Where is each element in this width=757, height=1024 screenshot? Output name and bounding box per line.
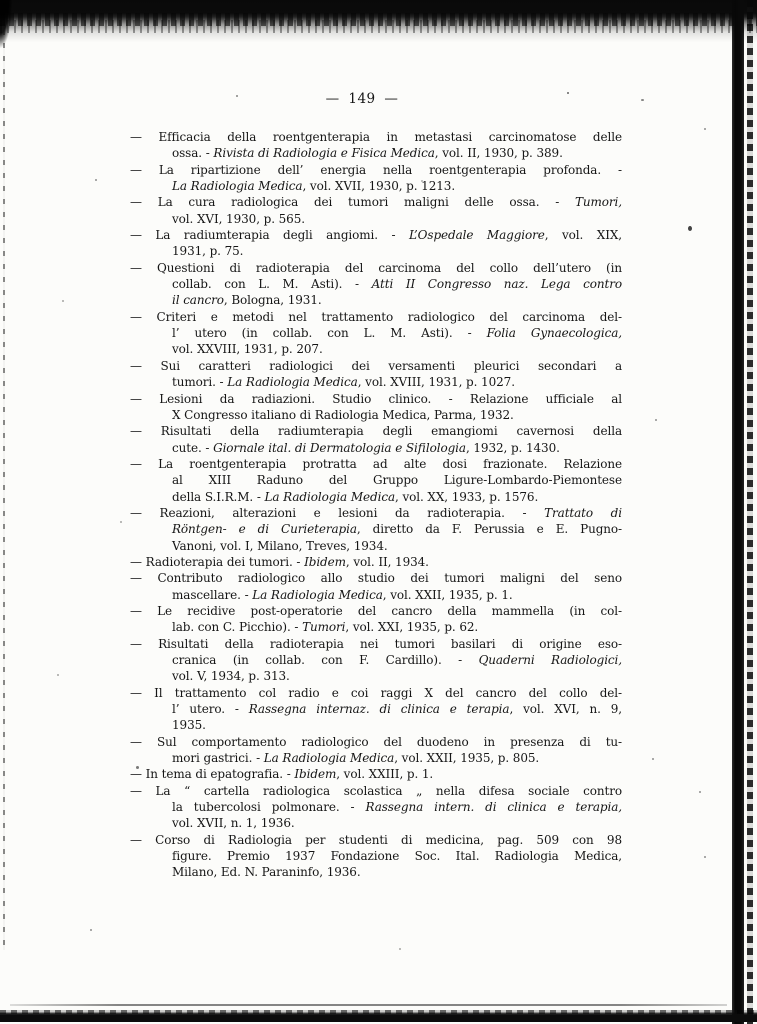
scan-speck (704, 856, 706, 858)
scan-edge-bottom-band (0, 1010, 757, 1022)
bibliography-entry (130, 570, 622, 603)
entry-text: — Efficacia della roentgenterapia in metastasi carcinomatose delle (130, 130, 622, 144)
bibliography-entry (130, 391, 622, 424)
entry-line (130, 489, 622, 505)
bibliography-entry (130, 685, 622, 734)
bibliography-entry (130, 734, 622, 767)
entry-text: vol. XVI, 1930, p. 565. (172, 211, 305, 226)
entry-line (130, 668, 622, 684)
bibliography-entry (130, 456, 622, 505)
entry-line (130, 440, 622, 456)
scan-edge-right-binding (747, 0, 753, 1024)
journal-title-text: Quaderni Radiologici, (478, 653, 623, 667)
entry-line (130, 505, 622, 521)
entry-line (130, 685, 622, 701)
entry-text: — Corso di Radiologia per studenti di medicina, pag. 509 con 98 (130, 832, 622, 847)
entry-text: , vol. XXII, 1935, p. 805. (394, 751, 540, 766)
entry-text: , vol. XVI, n. 9, (509, 702, 622, 717)
journal-title-text: Rassegna intern. di clinica e terapia, (365, 800, 622, 815)
entry-text: , vol. XX, 1933, p. 1576. (395, 489, 539, 504)
entry-line (130, 717, 622, 733)
entry-line (130, 832, 622, 848)
entry-text: , 1932, p. 1430. (465, 440, 560, 455)
entry-text: collab. con L. M. Asti). - (172, 277, 372, 292)
journal-title-text: Trattato di (544, 505, 622, 520)
bibliography-entry (130, 766, 622, 782)
entry-line (130, 456, 622, 472)
entry-line (130, 815, 622, 831)
entry-line (130, 374, 622, 390)
journal-title-text: Rassegna internaz. di clinica e terapia (248, 702, 510, 717)
scan-speck (95, 179, 97, 181)
scan-speck (704, 128, 706, 130)
entry-text: mori gastrici. - (172, 751, 264, 766)
bibliography-entry (130, 603, 622, 636)
journal-title-text: La Radiologia Medica (264, 489, 396, 504)
bibliography-entry (130, 309, 622, 358)
entry-text: mascellare. - (172, 587, 253, 602)
journal-title-text: Giornale ital. di Dermatologia e Sifilologia (213, 440, 466, 455)
entry-line (130, 129, 622, 145)
bibliography-entry (130, 505, 622, 554)
bibliography-entry (130, 783, 622, 832)
entry-text: tumori. - (172, 375, 228, 390)
entry-text: — La ripartizione dell’ energia nella roentgenterapia profonda. - (130, 162, 622, 177)
page-number: — 149 — (325, 91, 399, 107)
bibliography-entry (130, 636, 622, 685)
entry-line (130, 211, 622, 227)
entry-line (130, 292, 622, 308)
journal-title-text: La Radiologia Medica (227, 375, 358, 390)
entry-text: 1931, p. 75. (172, 244, 244, 259)
entry-text: — Le recidive post-operatorie del cancro della mammella (in col- (130, 603, 622, 618)
entry-line (130, 243, 622, 259)
entry-text: — Sul comportamento radiologico del duodeno in presenza di tu- (130, 734, 622, 749)
bibliography-entry (130, 423, 622, 456)
journal-title-text: Folia Gynaecologica, (486, 326, 623, 341)
entry-text: 1935. (172, 718, 206, 733)
entry-text: — Radioterapia dei tumori. - (130, 554, 305, 569)
entry-line (130, 570, 622, 586)
entry-line (130, 799, 622, 815)
entry-text: , vol. XVIII, 1931, p. 1027. (357, 375, 515, 390)
entry-line (130, 341, 622, 357)
entry-line (130, 325, 622, 341)
entry-text: — Il trattamento col radio e coi raggi X del cancro del collo del- (130, 685, 622, 700)
bibliography-entry (130, 832, 622, 881)
entry-line (130, 636, 622, 652)
entry-text: cranica (in collab. con F. Cardillo). - (172, 653, 479, 667)
entry-line (130, 848, 622, 864)
bibliography-entry (130, 260, 622, 309)
scan-speck (120, 521, 122, 523)
entry-line (130, 276, 622, 292)
entry-line (130, 521, 622, 537)
entry-text: , vol. II, 1930, p. 389. (434, 146, 563, 161)
scan-edge-right-bar (732, 0, 744, 1024)
entry-line (130, 766, 622, 782)
entry-line (130, 309, 622, 325)
entry-text: — Risultati della radioterapia nei tumori basilari di origine eso- (130, 636, 622, 651)
entry-line (130, 145, 622, 161)
journal-title-text: Rivista di Radiologia e Fisica Medica (213, 146, 435, 161)
journal-title-text: il cancro (172, 293, 224, 308)
entry-text: — Contributo radiologico allo studio dei tumori maligni del seno (130, 571, 622, 586)
entry-text: lab. con C. Picchio). - (172, 620, 303, 635)
entry-text: — Questioni di radioterapia del carcinoma del collo dell’utero (in (130, 260, 622, 275)
entry-text: , diretto da F. Perussia e E. Pugno- (356, 522, 623, 537)
journal-title-text: La Radiologia Medica (172, 179, 303, 194)
entry-text: , vol. XVII, 1930, p. 1213. (302, 179, 456, 194)
journal-title-text: Tumori (302, 620, 346, 635)
entry-text: — Criteri e metodi nel trattamento radiologico del carcinoma del- (130, 309, 622, 324)
entry-line (130, 260, 622, 276)
scan-edge-left (3, 30, 5, 950)
journal-title-text: La Radiologia Medica (252, 587, 383, 602)
scan-speck (62, 300, 64, 302)
scan-speck (57, 674, 59, 676)
journal-title-text: La Radiologia Medica (263, 751, 395, 766)
entry-text: X Congresso italiano di Radiologia Medica, Parma, 1932. (172, 407, 514, 422)
entry-text: , vol. XIX, (544, 228, 622, 243)
entry-line (130, 734, 622, 750)
entry-line (130, 603, 622, 619)
entry-text: — Risultati della radiumterapia degli emangiomi cavernosi della (130, 424, 622, 439)
entry-text: — In tema di epatografia. - (130, 767, 295, 782)
scan-speck (688, 226, 692, 231)
entry-line (130, 538, 622, 554)
journal-title-text: L’Ospedale Maggiore (408, 228, 545, 243)
entry-text: vol. V, 1934, p. 313. (172, 669, 290, 684)
entry-line (130, 162, 622, 178)
journal-title-text: Ibidem (294, 767, 337, 782)
entry-line (130, 554, 622, 570)
scan-speck (655, 419, 657, 421)
entry-text: — La radiumterapia degli angiomi. - (130, 228, 409, 243)
journal-title-text: Atti II Congresso naz. Lega contro (371, 277, 622, 292)
entry-text: della S.I.R.M. - (172, 489, 265, 504)
entry-line (130, 864, 622, 880)
entry-text: , vol. XXII, 1935, p. 1. (382, 587, 513, 602)
entry-text: , vol. XXI, 1935, p. 62. (345, 620, 479, 635)
entry-line (130, 407, 622, 423)
entry-line (130, 701, 622, 717)
entry-text: — La “ cartella radiologica scolastica „ nella difesa sociale contro (130, 783, 622, 798)
entry-text: , Bologna, 1931. (223, 293, 322, 308)
entry-line (130, 178, 622, 194)
entry-text: al XIII Raduno del Gruppo Ligure-Lombardo-Piemontese (172, 473, 622, 488)
bibliography-list (130, 129, 622, 881)
entry-text: l’ utero (in collab. con L. M. Asti). - (172, 326, 487, 341)
scan-speck (399, 948, 401, 950)
entry-text: figure. Premio 1937 Fondazione Soc. Ital. Radiologia Medica, (172, 849, 622, 864)
entry-line (130, 587, 622, 603)
entry-line (130, 423, 622, 439)
entry-line (130, 472, 622, 488)
entry-text: Milano, Ed. N. Paraninfo, 1936. (172, 865, 361, 880)
journal-title-text: Ibidem (304, 554, 346, 569)
entry-text: — Reazioni, alterazioni e lesioni da radioterapia. - (130, 505, 545, 520)
entry-text: cute. - (172, 440, 214, 455)
entry-text: , vol. XXIII, p. 1. (336, 767, 434, 782)
entry-line (130, 783, 622, 799)
journal-title-text: Tumori, (574, 195, 622, 210)
scan-speck (699, 791, 701, 793)
entry-text: ossa. - (172, 146, 214, 161)
entry-line (130, 652, 622, 668)
entry-text: vol. XVII, n. 1, 1936. (172, 816, 295, 831)
bibliography-entry (130, 358, 622, 391)
bibliography-entry (130, 227, 622, 260)
entry-line (130, 227, 622, 243)
entry-text: — La roentgenterapia protratta ad alte dosi frazionate. Relazione (130, 456, 622, 471)
bibliography-entry (130, 129, 622, 162)
entry-line (130, 358, 622, 374)
entry-line (130, 194, 622, 210)
scan-speck (90, 929, 92, 931)
entry-text: la tubercolosi polmonare. - (172, 800, 366, 815)
entry-text: vol. XXVIII, 1931, p. 207. (172, 342, 323, 357)
entry-text: l’ utero. - (172, 702, 249, 717)
scan-edge-bottom-line (10, 1004, 727, 1006)
bibliography-entry (130, 194, 622, 227)
journal-title-text: Röntgen- e di Curieterapia (172, 522, 357, 537)
scan-speck (652, 758, 654, 760)
entry-text: — Lesioni da radiazioni. Studio clinico. - Relazione ufficiale al (130, 391, 622, 406)
entry-text: Vanoni, vol. I, Milano, Treves, 1934. (172, 538, 388, 553)
entry-line (130, 750, 622, 766)
entry-line (130, 391, 622, 407)
entry-line (130, 619, 622, 635)
scan-edge-top (0, 0, 757, 42)
entry-text: , vol. II, 1934. (345, 554, 429, 569)
bibliography-entry (130, 554, 622, 570)
entry-text: — Sui caratteri radiologici dei versamenti pleurici secondari a (130, 358, 622, 373)
entry-text: — La cura radiologica dei tumori maligni delle ossa. - (130, 195, 575, 210)
bibliography-entry (130, 162, 622, 195)
